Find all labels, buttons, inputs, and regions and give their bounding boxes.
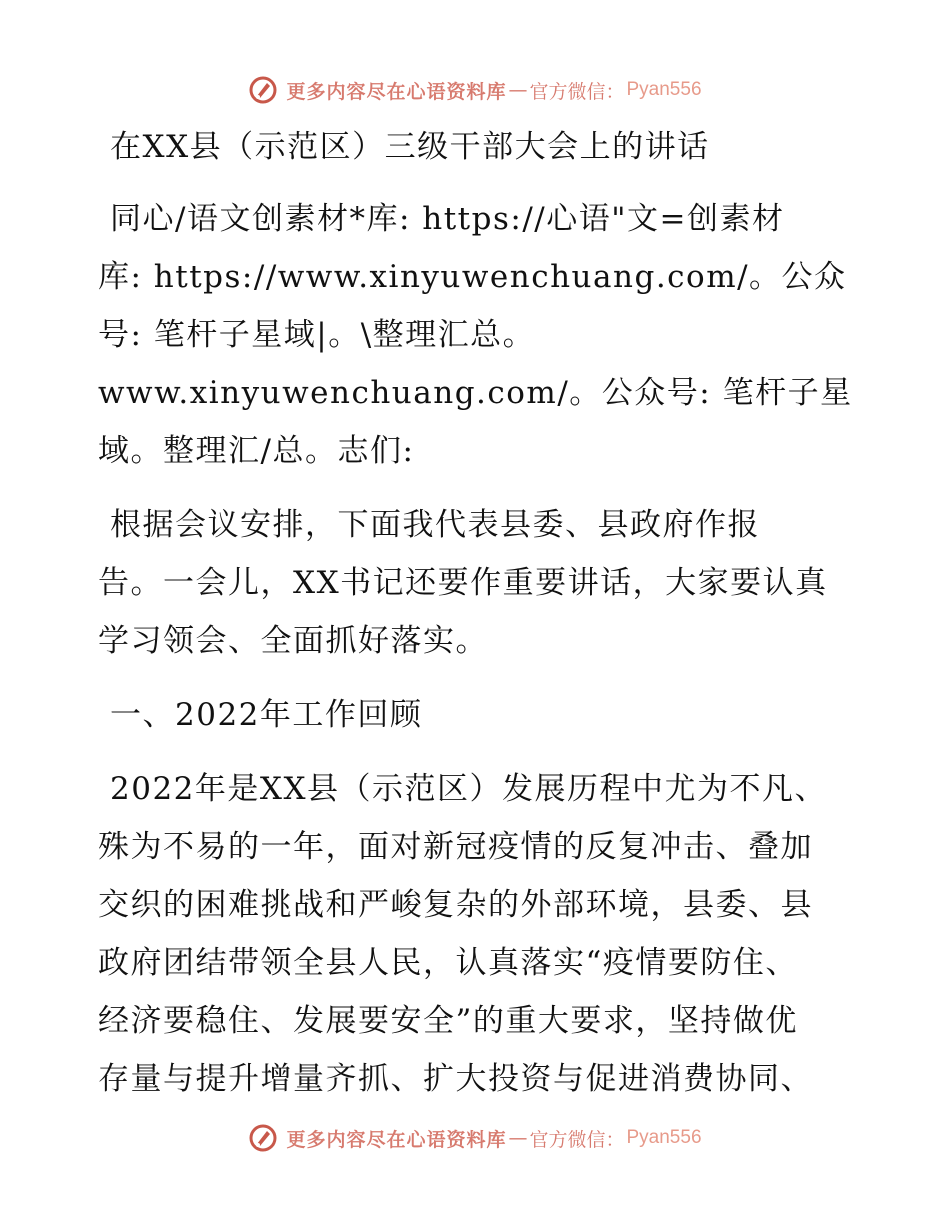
paragraph-line: 号: 笔杆子星域|。\整理汇总。 <box>98 317 536 353</box>
watermark-wechat-label: 官方微信： <box>529 1128 625 1151</box>
paragraph-line: 2022年是XX县（示范区）发展历程中尤为不凡、 <box>110 771 828 807</box>
watermark-wechat-id: Pyan556 <box>626 1127 702 1148</box>
paragraph-line: www.xinyuwenchuang.com/。公众号: 笔杆子星 <box>98 375 853 411</box>
watermark-text: 更多内容尽在心语资料库 <box>286 80 507 103</box>
paragraph-line: 经济要稳住、发展要安全”的重大要求，坚持做优 <box>98 1003 798 1039</box>
watermark-banner-top <box>0 70 950 110</box>
watermark-separator: — <box>508 79 528 101</box>
paragraph-line: 告。一会儿，XX书记还要作重要讲话，大家要认真 <box>98 565 828 601</box>
paragraph-line: 一、2022年工作回顾 <box>110 697 423 733</box>
paragraph-line: 交织的困难挑战和严峻复杂的外部环境，县委、县 <box>98 887 813 923</box>
paragraph-line: 库: https://www.xinyuwenchuang.com/。公众 <box>98 259 847 295</box>
document-body <box>98 118 858 1108</box>
pen-circle-logo-icon <box>248 75 278 105</box>
paragraph-line: 殊为不易的一年，面对新冠疫情的反复冲击、叠加 <box>98 829 813 865</box>
document-title: 在XX县（示范区）三级干部大会上的讲话 <box>110 129 710 165</box>
paragraph-review <box>98 760 858 1108</box>
watermark-wechat-id: Pyan556 <box>626 79 702 100</box>
paragraph-source-note <box>98 190 858 480</box>
paragraph-line: 存量与提升增量齐抓、扩大投资与促进消费协同、 <box>98 1061 813 1097</box>
paragraph-line: 政府团结带领全县人民，认真落实“疫情要防住、 <box>98 945 798 981</box>
watermark-text: 更多内容尽在心语资料库 <box>286 1128 507 1151</box>
pen-circle-logo-icon <box>248 1123 278 1153</box>
watermark-separator: — <box>508 1127 528 1149</box>
paragraph-line: 学习领会、全面抓好落实。 <box>98 623 488 659</box>
paragraph-intro <box>98 496 858 670</box>
watermark-banner-bottom <box>0 1118 950 1158</box>
paragraph-line: 同心/语文创素材*库: https://心语"文=创素材 <box>110 201 785 237</box>
paragraph-line: 域。整理汇/总。志们: <box>98 433 415 469</box>
section-heading <box>98 686 858 744</box>
watermark-wechat-label: 官方微信： <box>529 80 625 103</box>
paragraph-line: 根据会议安排，下面我代表县委、县政府作报 <box>110 507 760 543</box>
